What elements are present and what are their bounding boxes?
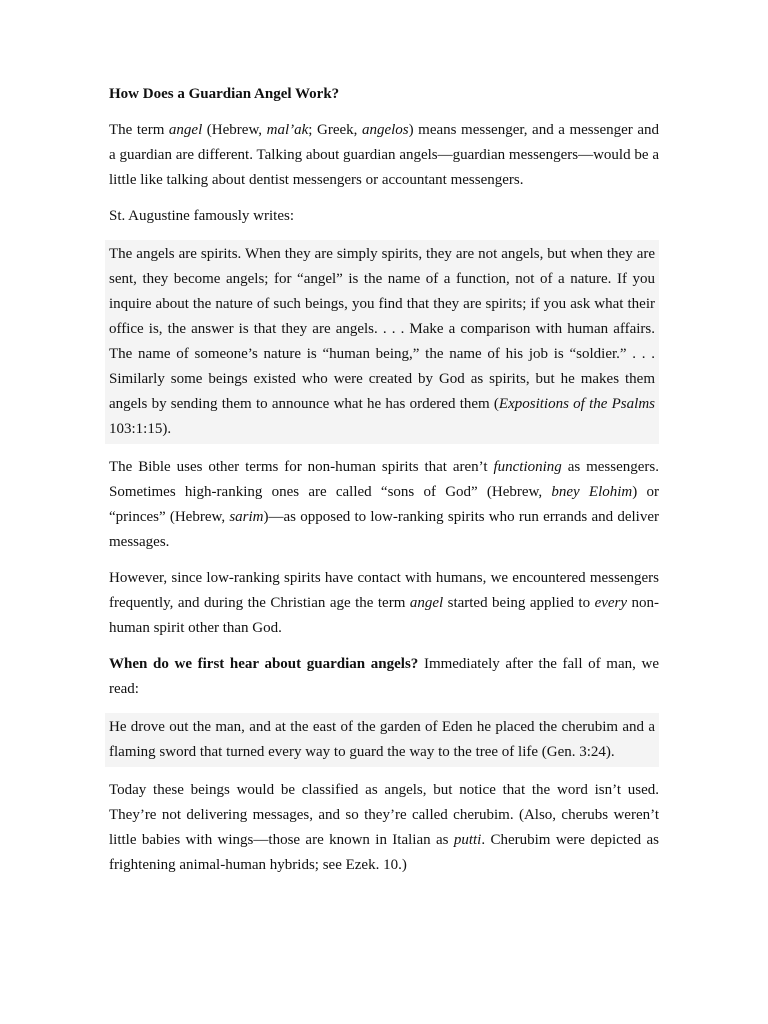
document-body [109, 84, 659, 889]
text-run: The angels are spirits. When they are simply spirits, they are not angels, but when they are sent, they become angels; for “angel” is the name of a function, not of a nature. If you inquire about the nature of such beings, you find that they are spirits; if you ask what their office is, the answer is that they are angels. . . . Make a comparison with human affairs. The name of someone’s nature is “human being,” the name of his job is “soldier.” . . . Similarly some beings existed who were created by God as spirits, but he makes them angels by sending them to announce what he has ordered them ( [109, 246, 655, 412]
italic-term: sarim [229, 509, 264, 525]
paragraph-first-hear [109, 652, 659, 702]
italic-term: functioning [493, 459, 562, 475]
text-run: Today these beings would be classified as angels, but notice that the word isn’t used. They’re not delivering messages, and so they’re called cherubim. (Also, cherubs weren’t little babies with wings—those are known in Italian as [109, 782, 659, 848]
text-run: The term [109, 122, 169, 138]
italic-term: angel [168, 122, 203, 138]
text-run: 103:1:15). [109, 421, 172, 437]
article-title: How Does a Guardian Angel Work? [109, 86, 340, 102]
paragraph-term-angel [109, 118, 659, 193]
text-run: (Hebrew, [202, 122, 267, 138]
italic-term: every [594, 595, 628, 611]
text-run: ) or “princes” (Hebrew, [109, 484, 659, 525]
text-run: However, since low-ranking spirits have contact with humans, we encountered messengers frequently, and during the Christian age the term [109, 570, 659, 611]
blockquote-genesis: He drove out the man, and at the east of the garden of Eden he placed the cherubim and a flaming sword that turned every way to guard the way to the tree of life (Gen. 3:24). [105, 713, 659, 767]
italic-term: angel [409, 595, 444, 611]
text-run: ; Greek, [308, 122, 362, 138]
text-run: )—as opposed to low-ranking spirits who run errands and deliver messages. [109, 509, 659, 550]
bold-question: When do we first hear about guardian angels? [109, 656, 419, 672]
paragraph-cherubim [109, 778, 659, 878]
italic-term: bney Elohim [551, 484, 633, 500]
text-run: Immediately after the fall of man, we read: [109, 656, 659, 697]
text-run: The Bible uses other terms for non-human spirits that aren’t [109, 459, 494, 475]
text-run: ) means messenger, and a messenger and a guardian are different. Talking about guardian angels—guardian messengers—would be a little like talking about dentist messengers or accountant messengers. [109, 122, 659, 188]
italic-term: mal’ak [266, 122, 309, 138]
text-run: as messengers. Sometimes high-ranking ones are called “sons of God” (Hebrew, [109, 459, 659, 500]
text-run: . Cherubim were depicted as frightening animal-human hybrids; see Ezek. 10.) [109, 832, 659, 873]
italic-term: angelos [361, 122, 409, 138]
italic-citation: Expositions of the Psalms [498, 396, 655, 412]
text-run: non-human spirit other than God. [109, 595, 659, 636]
paragraph-augustine-intro: St. Augustine famously writes: [109, 208, 294, 224]
text-run: started being applied to [443, 595, 595, 611]
blockquote-augustine [105, 240, 659, 444]
paragraph-low-ranking [109, 566, 659, 641]
paragraph-other-terms [109, 455, 659, 555]
italic-term: putti [453, 832, 482, 848]
